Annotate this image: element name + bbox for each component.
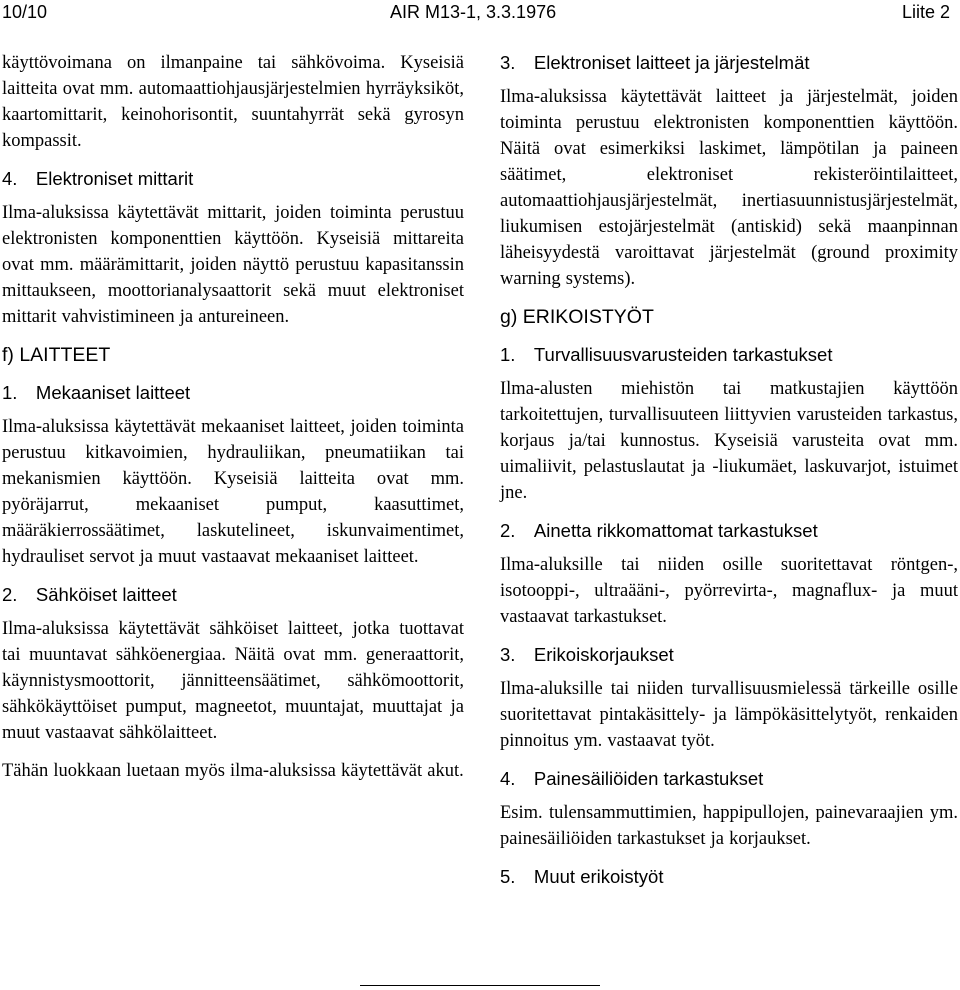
page-header [0, 0, 960, 24]
section-paragraph: Ilma-alusten miehistön tai matkustajien käyttöön tarkoitettujen, turvallisuuteen liittyvien varusteiden tarkastus, korjaus ja/tai kunnostus. Kyseisiä varusteita ovat mm. uimaliivit, pelastuslautat ja -liukumäet, laskuvarjot, istuimet jne. [500, 379, 958, 503]
section-paragraph: Ilma-aluksille tai niiden osille suoritettavat röntgen-, isotooppi-, ultraääni-, pyörrevirta-, magnaflux- ja muut vastaavat tarkastukset. [500, 555, 958, 627]
left-column [2, 50, 464, 784]
section-paragraph: Tähän luokkaan luetaan myös ilma-aluksissa käytettävät akut. [2, 761, 464, 781]
attachment-label: Liite 2 [901, 2, 950, 22]
category-heading: f) LAITTEET [2, 344, 111, 366]
section-heading: 1. Mekaaniset laitteet [2, 382, 191, 403]
section-heading: 4. Elektroniset mittarit [2, 168, 194, 189]
footer-rule [360, 985, 600, 986]
section-heading: 5. Muut erikoistyöt [500, 866, 664, 887]
section-paragraph: Ilma-aluksissa käytettävät laitteet ja järjestelmät, joiden toiminta perustuu elektronisten komponenttien käyttöön. Näitä ovat esimerkiksi laskimet, lämpötilan ja paineen säätimet, elektroniset rekisteröintilaitteet, automaattiohjausjärjestelmät, inertiasuunnistusjärjestelmät, liukumisen estojärjestelmät (antiskid) sekä maanpinnan läheisyydestä varoittavat järjestelmät (ground proximity warning systems). [500, 87, 958, 289]
section-paragraph: Esim. tulensammuttimien, happipullojen, painevaraajien ym. painesäiliöiden tarkastukset ja korjaukset. [500, 803, 958, 849]
document-reference: AIR M13-1, 3.3.1976 [390, 2, 557, 22]
category-heading: g) ERIKOISTYÖT [500, 306, 654, 328]
right-column [500, 50, 958, 898]
section-heading: 1. Turvallisuusvarusteiden tarkastukset [500, 344, 833, 365]
section-heading: 4. Painesäiliöiden tarkastukset [500, 768, 764, 789]
section-heading: 2. Ainetta rikkomattomat tarkastukset [500, 520, 818, 541]
section-heading: 3. Erikoiskorjaukset [500, 644, 674, 665]
section-heading: 3. Elektroniset laitteet ja järjestelmät [500, 52, 810, 73]
section-heading: 2. Sähköiset laitteet [2, 584, 177, 605]
section-paragraph: Ilma-aluksille tai niiden turvallisuusmielessä tärkeille osille suoritettavat pintakäsittely- ja lämpökäsittelytyöt, renkaiden pinnoitus ym. vastaavat työt. [500, 679, 958, 751]
intro-paragraph: käyttövoimana on ilmanpaine tai sähkövoima. Kyseisiä laitteita ovat mm. automaattiohjausjärjestelmien hyrräyksiköt, kaartomittarit, keinohorisontit, suuntahyrrät sekä gyrosyn kompassit. [2, 53, 464, 151]
section-paragraph: Ilma-aluksissa käytettävät sähköiset laitteet, jotka tuottavat tai muuntavat sähköenergiaa. Näitä ovat mm. generaattorit, käynnistysmoottorit, jännitteensäätimet, sähkömoottorit, sähkökäyttöiset pumput, magneetot, muuntajat, muuttajat ja muut vastaavat sähkölaitteet. [2, 619, 464, 743]
page-number: 10/10 [2, 2, 48, 22]
section-paragraph: Ilma-aluksissa käytettävät mittarit, joiden toiminta perustuu elektronisten komponenttien käyttöön. Kyseisiä mittareita ovat mm. määrämittarit, joiden näyttö perustuu kapasitanssin mittaukseen, moottorianalysaattorit sekä muut elektroniset mittarit vahvistimineen ja antureineen. [2, 203, 464, 327]
section-paragraph: Ilma-aluksissa käytettävät mekaaniset laitteet, joiden toiminta perustuu kitkavoimien, hydrauliikan, pneumatiikan tai mekanismien käyttöön. Kyseisiä laitteita ovat mm. pyöräjarrut, mekaaniset pumput, kaasuttimet, määräkierrossäätimet, laskutelineet, iskunvaimentimet, hydrauliset servot ja muut vastaavat mekaaniset laitteet. [2, 417, 464, 567]
